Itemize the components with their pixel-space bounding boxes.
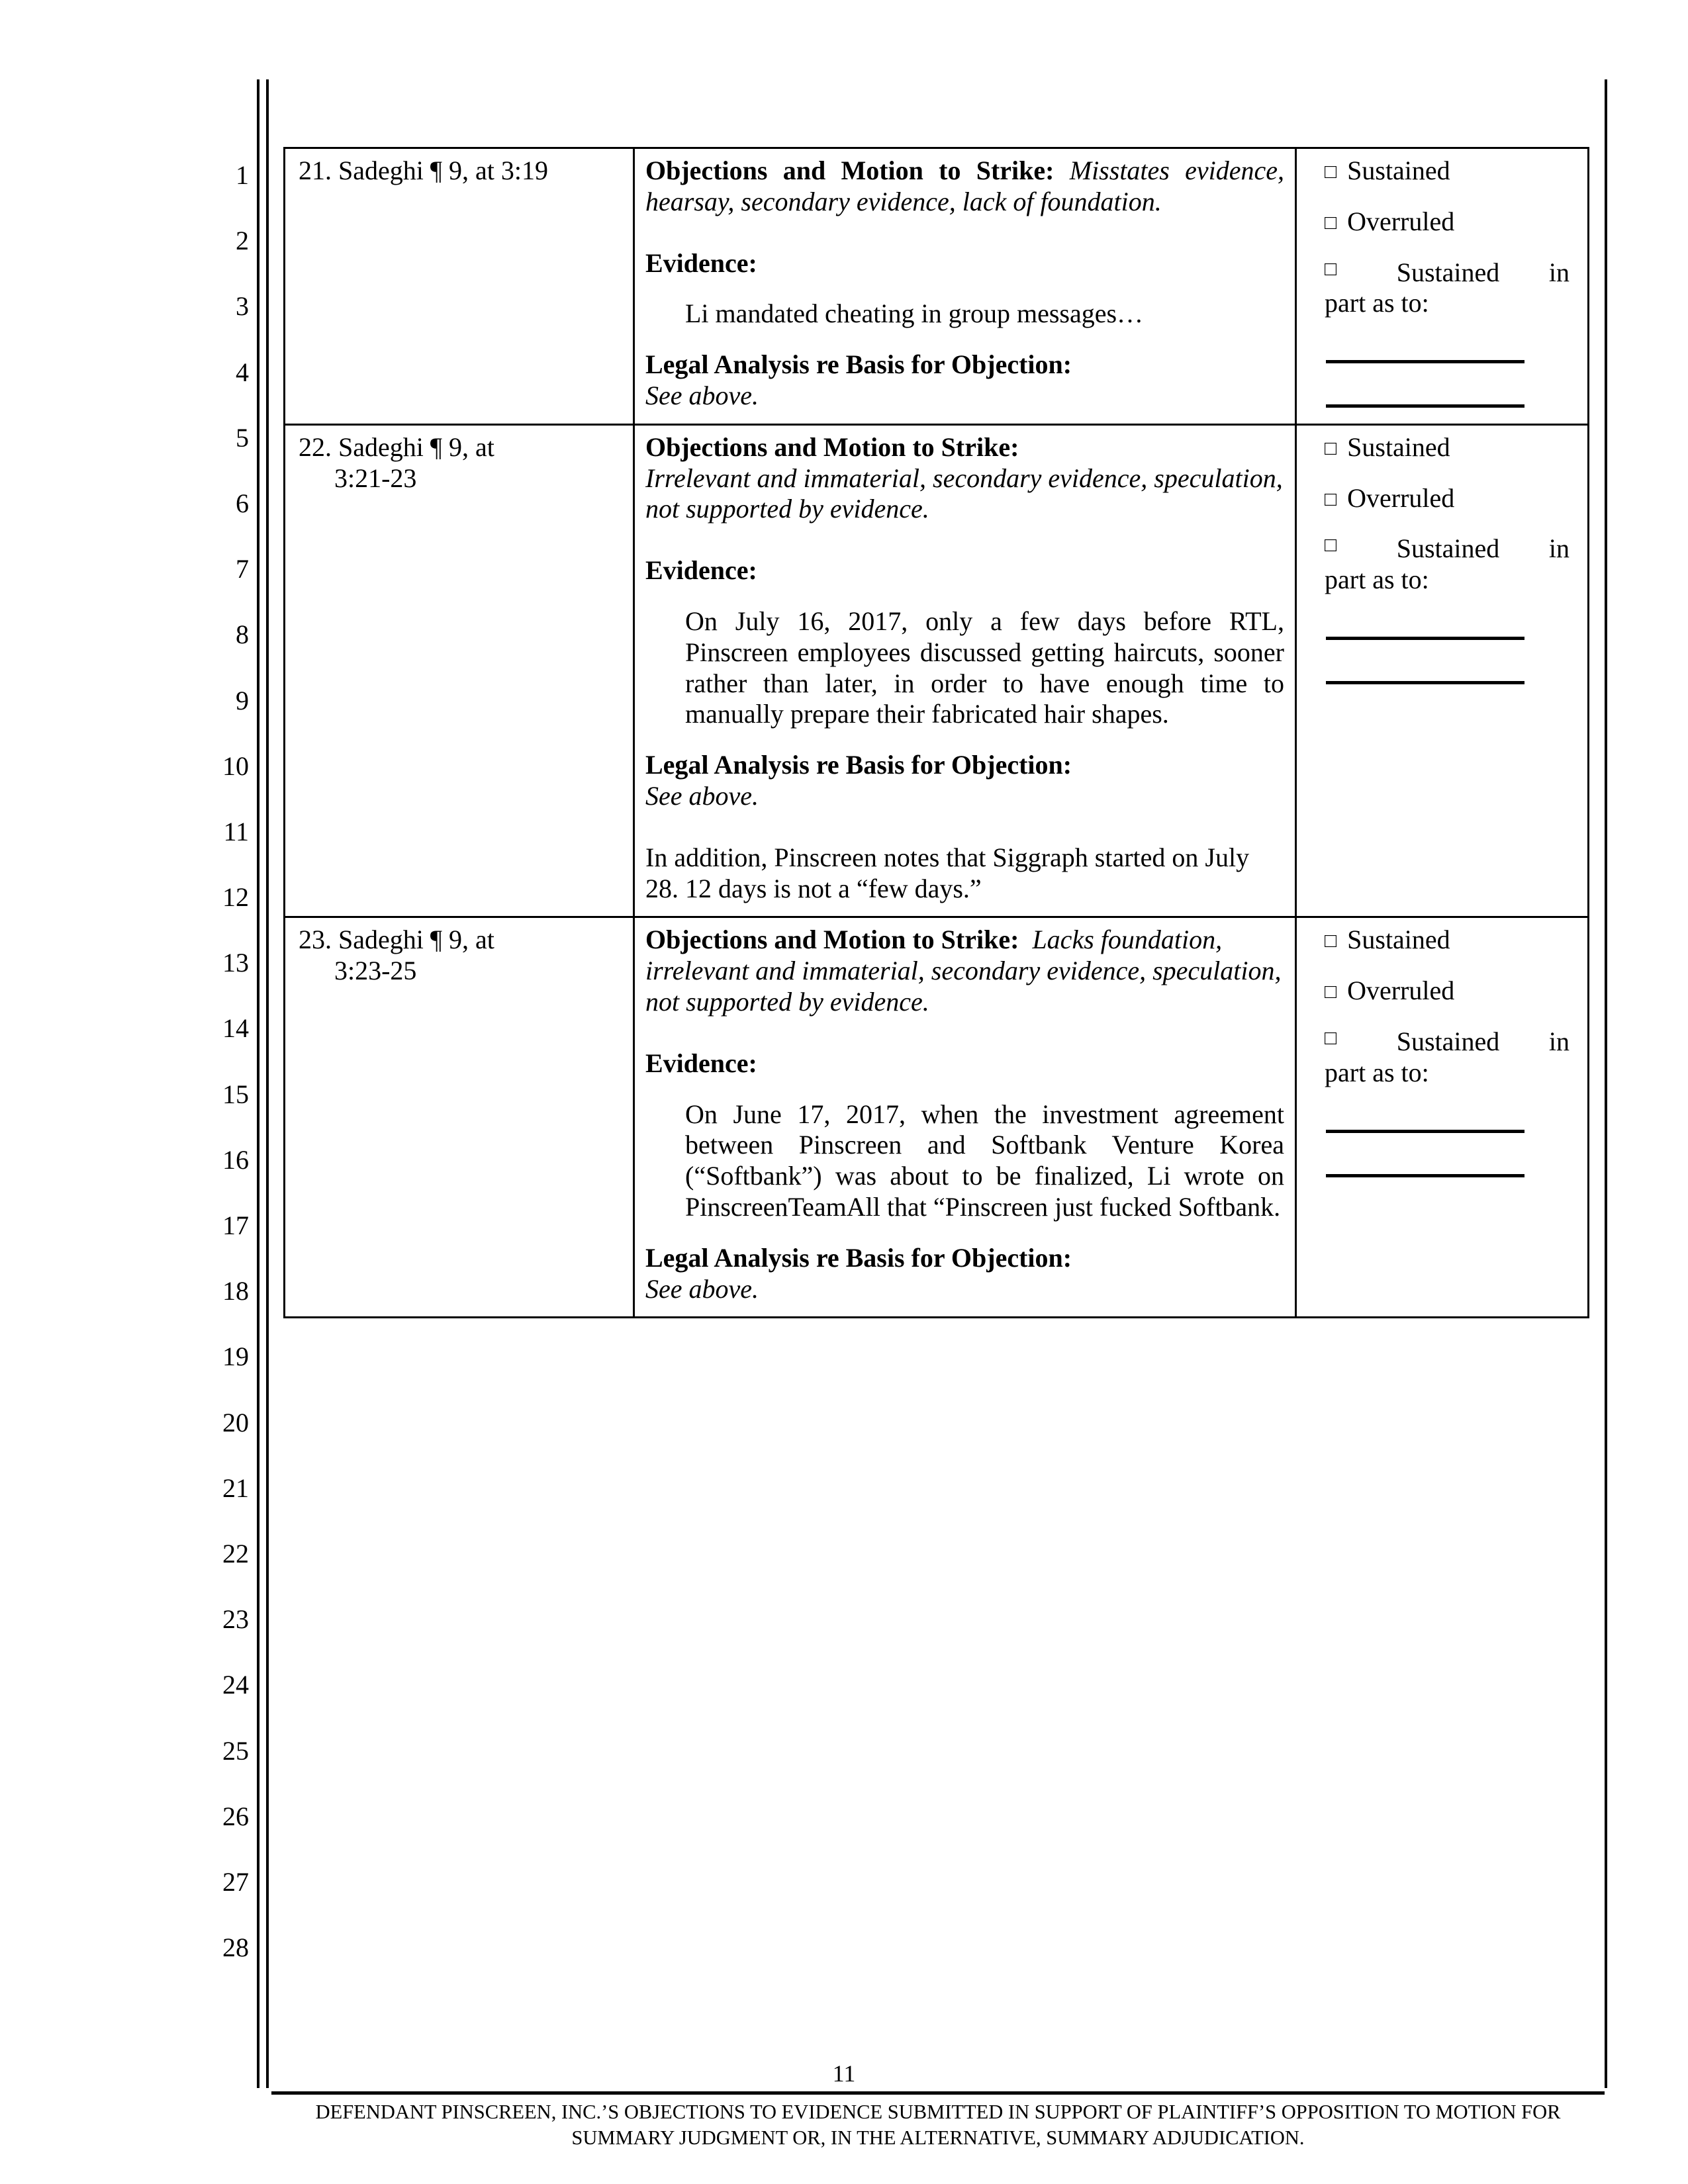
- line-number: 19: [222, 1342, 249, 1372]
- objections-heading: Objections and Motion to Strike:: [645, 925, 1019, 955]
- legal-analysis-text: See above.: [645, 1273, 759, 1304]
- ruling-blank-line-2[interactable]: [1326, 404, 1524, 408]
- ruling-option-overruled[interactable]: [1307, 483, 1577, 514]
- legal-analysis-text: See above.: [645, 780, 759, 811]
- ruling-option-label-c: part as to:: [1325, 288, 1429, 318]
- evidence-heading: Evidence:: [645, 1048, 757, 1078]
- line-number: 28: [222, 1933, 249, 1963]
- objection-grounds: Lacks foundation, irrelevant and immaterial, secondary evidence, speculation, not supported by evidence.: [645, 925, 1282, 1017]
- table-row: [285, 148, 1589, 425]
- evidence-quote: On June 17, 2017, when the investment agreement between Pinscreen and Softbank Venture Korea (“Softbank”) was about to be finalized, Li wrote on PinscreenTeamAll that “Pinscreen just fucked Softbank.: [685, 1099, 1284, 1222]
- evidence-reference-cell: [285, 917, 634, 1318]
- reference-line-2: 3:21-23: [334, 463, 417, 493]
- line-number: 4: [236, 357, 249, 387]
- left-margin-rule-inner: [266, 79, 269, 2088]
- ruling-option-sustained[interactable]: [1307, 156, 1577, 187]
- reference-line-1: 21. Sadeghi ¶ 9, at 3:19: [299, 156, 548, 185]
- ruling-option-sustained-in-part[interactable]: [1307, 257, 1577, 320]
- line-number: 24: [222, 1670, 249, 1700]
- ruling-option-label: Overruled: [1347, 976, 1455, 1006]
- ruling-option-sustained[interactable]: [1307, 432, 1577, 463]
- checkbox-icon[interactable]: □: [1325, 161, 1337, 183]
- right-margin-rule: [1605, 79, 1607, 2088]
- line-number: 25: [222, 1735, 249, 1766]
- legal-analysis-heading: Legal Analysis re Basis for Objection:: [645, 1242, 1072, 1273]
- objections-heading: Objections and Motion to Strike:: [645, 432, 1019, 462]
- evidence-reference-cell: [285, 148, 634, 425]
- ruling-option-label: Sustained: [1347, 156, 1450, 185]
- ruling-blank-line-1[interactable]: [1326, 637, 1524, 640]
- legal-analysis-text: See above.: [645, 380, 759, 410]
- ruling-blank-line-1[interactable]: [1326, 360, 1524, 363]
- line-number: 12: [222, 882, 249, 913]
- line-number-column: [192, 142, 249, 1980]
- objections-table: [283, 147, 1589, 1318]
- ruling-blank-line-2[interactable]: [1326, 681, 1524, 684]
- ruling-cell: [1296, 148, 1589, 425]
- ruling-blank-line-2[interactable]: [1326, 1174, 1524, 1177]
- ruling-option-sustained-in-part[interactable]: [1307, 533, 1577, 596]
- evidence-quote: On July 16, 2017, only a few days before RTL, Pinscreen employees discussed getting haircuts, sooner rather than later, in order to have enough time to manually prepare their fabricated hair shapes.: [685, 606, 1284, 729]
- ruling-option-overruled[interactable]: [1307, 976, 1577, 1007]
- page-number: 11: [832, 2060, 856, 2087]
- line-number: 7: [236, 554, 249, 584]
- table-row: [285, 917, 1589, 1318]
- checkbox-icon[interactable]: □: [1325, 534, 1337, 557]
- line-number: 18: [222, 1276, 249, 1306]
- objection-grounds: Misstates evidence, hearsay, secondary evidence, lack of foundation.: [645, 156, 1285, 216]
- evidence-quote: Li mandated cheating in group messages…: [685, 298, 1144, 329]
- ruling-option-label: Overruled: [1347, 482, 1455, 513]
- line-number: 27: [222, 1866, 249, 1897]
- ruling-option-label-b: in: [1548, 533, 1570, 564]
- legal-analysis-heading: Legal Analysis re Basis for Objection:: [645, 750, 1072, 780]
- objections-heading: Objections and Motion to Strike:: [645, 156, 1055, 185]
- reference-line-2: 3:23-25: [334, 956, 417, 986]
- checkbox-icon[interactable]: □: [1325, 488, 1337, 510]
- objection-body-cell: [634, 917, 1296, 1318]
- objection-body-cell: [634, 148, 1296, 425]
- checkbox-icon[interactable]: □: [1325, 257, 1337, 280]
- line-number: 10: [222, 751, 249, 781]
- objection-paragraph: [645, 156, 1284, 218]
- objection-paragraph: [645, 925, 1284, 1017]
- line-number: 14: [222, 1013, 249, 1044]
- line-number: 15: [222, 1079, 249, 1109]
- line-number: 16: [222, 1144, 249, 1175]
- line-number: 3: [236, 291, 249, 322]
- footer-divider: [271, 2091, 1605, 2095]
- objection-body-cell: [634, 424, 1296, 917]
- line-number: 2: [236, 226, 249, 256]
- line-number: 9: [236, 685, 249, 715]
- reference-line-1: 22. Sadeghi ¶ 9, at: [299, 432, 494, 462]
- footer-line-1: DEFENDANT PINSCREEN, INC.’S OBJECTIONS TO EVIDENCE SUBMITTED IN SUPPORT OF PLAINTIFF’S OPPOSITION TO MOTION FOR: [315, 2101, 1561, 2123]
- reference-line-1: 23. Sadeghi ¶ 9, at: [299, 925, 494, 955]
- line-number: 22: [222, 1538, 249, 1569]
- ruling-option-label-a: Sustained: [1396, 1026, 1500, 1056]
- checkbox-icon[interactable]: □: [1325, 930, 1337, 952]
- line-number: 21: [222, 1473, 249, 1503]
- ruling-option-label-a: Sustained: [1396, 257, 1500, 287]
- additional-note: In addition, Pinscreen notes that Siggraph started on July 28. 12 days is not a “few days.”: [645, 842, 1250, 903]
- footer: [271, 2099, 1605, 2151]
- line-number: 13: [222, 948, 249, 978]
- ruling-option-sustained[interactable]: [1307, 925, 1577, 956]
- ruling-option-label-c: part as to:: [1325, 565, 1429, 595]
- footer-line-2: SUMMARY JUDGMENT OR, IN THE ALTERNATIVE, SUMMARY ADJUDICATION.: [571, 2126, 1305, 2150]
- ruling-option-label-c: part as to:: [1325, 1057, 1429, 1087]
- ruling-option-label-b: in: [1548, 1026, 1570, 1056]
- line-number: 11: [223, 816, 249, 846]
- ruling-option-overruled[interactable]: [1307, 206, 1577, 238]
- objection-grounds: Irrelevant and immaterial, secondary evidence, speculation, not supported by evidence.: [645, 463, 1283, 524]
- evidence-heading: Evidence:: [645, 248, 757, 278]
- ruling-option-label: Sustained: [1347, 432, 1450, 462]
- ruling-option-label: Overruled: [1347, 206, 1455, 236]
- ruling-option-label-a: Sustained: [1396, 533, 1500, 564]
- checkbox-icon[interactable]: □: [1325, 981, 1337, 1003]
- line-number: 6: [236, 488, 249, 518]
- evidence-reference-cell: [285, 424, 634, 917]
- line-number: 23: [222, 1604, 249, 1635]
- checkbox-icon[interactable]: □: [1325, 1026, 1337, 1049]
- line-number: 20: [222, 1407, 249, 1437]
- ruling-blank-line-1[interactable]: [1326, 1130, 1524, 1133]
- checkbox-icon[interactable]: □: [1325, 437, 1337, 459]
- line-number: 26: [222, 1801, 249, 1831]
- line-number: 17: [222, 1210, 249, 1240]
- ruling-cell: [1296, 917, 1589, 1318]
- evidence-heading: Evidence:: [645, 555, 757, 586]
- ruling-option-label: Sustained: [1347, 925, 1450, 955]
- ruling-option-label-b: in: [1548, 257, 1570, 287]
- line-number: 1: [236, 160, 249, 190]
- line-number: 8: [236, 619, 249, 650]
- line-number: 5: [236, 422, 249, 453]
- checkbox-icon[interactable]: □: [1325, 211, 1337, 234]
- table-row: [285, 424, 1589, 917]
- ruling-option-sustained-in-part[interactable]: [1307, 1026, 1577, 1089]
- ruling-cell: [1296, 424, 1589, 917]
- left-margin-rule-outer: [257, 79, 259, 2088]
- legal-analysis-heading: Legal Analysis re Basis for Objection:: [645, 349, 1072, 380]
